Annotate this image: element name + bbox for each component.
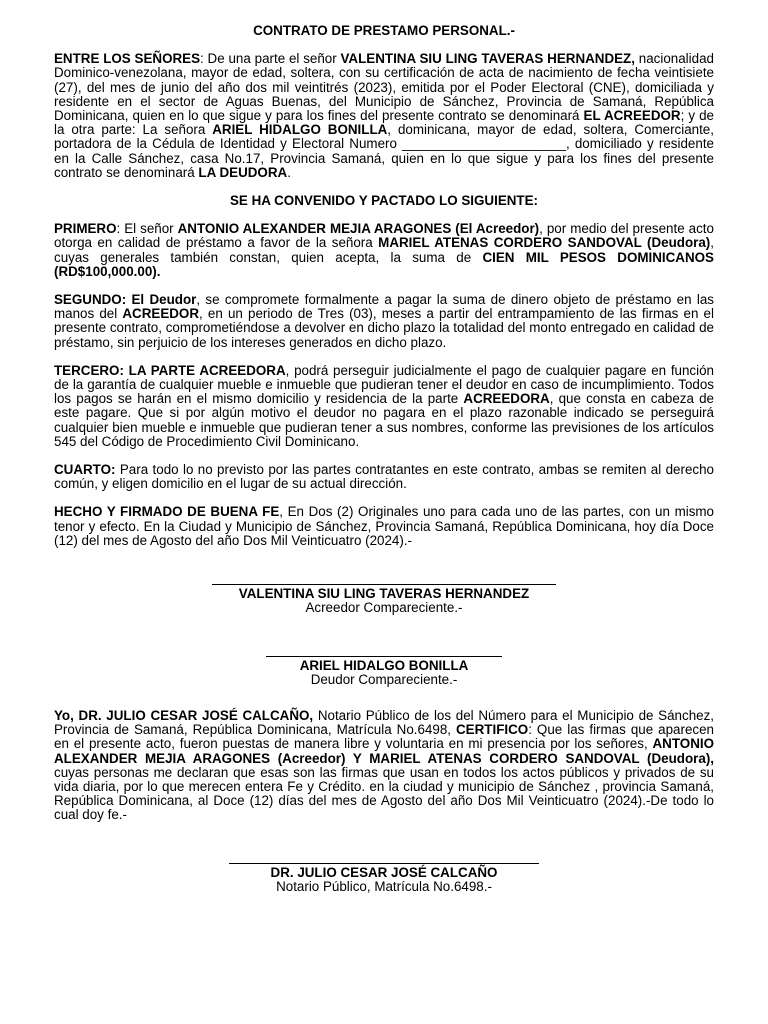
bold-run: PRIMERO <box>54 221 117 237</box>
signature-line <box>212 584 556 585</box>
signatory-name: ARIEL HIDALGO BONILLA <box>299 657 469 673</box>
text-run: : De una parte el señor <box>200 51 341 67</box>
signatory-name: DR. JULIO CESAR JOSÉ CALCAÑO <box>270 864 498 880</box>
signature-block-debtor <box>54 656 714 687</box>
bold-run: CIEN MIL PESOS DOMINICANOS (RD$100,000.00). <box>54 249 714 279</box>
bold-run: ENTRE LOS SEÑORES <box>54 51 201 67</box>
bold-run: HECHO Y FIRMADO DE BUENA FE <box>54 504 280 520</box>
text-run: , cuyas generales también constan, quien acepta, la suma de <box>54 235 714 265</box>
bold-run: CERTIFICO <box>456 722 529 738</box>
text-run: : Que las firmas que aparecen en el presente acto, fueron puestas de manera libre y voluntaria en mi presencia por los señores, <box>54 722 715 752</box>
clause-primero <box>54 222 714 279</box>
signature-line <box>266 656 502 657</box>
clause-tercero <box>54 364 714 449</box>
bold-run: SEGUNDO: El Deudor <box>54 292 197 308</box>
notary-certification <box>54 709 714 823</box>
signatory-name: VALENTINA SIU LING TAVERAS HERNANDEZ <box>238 586 530 602</box>
bold-run: ANTONIO ALEXANDER MEJIA ARAGONES (Acreedor) Y MARIEL ATENAS CORDERO SANDOVAL (Deudora), <box>54 736 714 766</box>
bold-run: LA DEUDORA <box>198 164 288 180</box>
bold-run: TERCERO: LA PARTE ACREEDORA <box>54 362 286 378</box>
signature-block-notary <box>54 863 714 894</box>
bold-run: EL ACREEDOR <box>583 108 681 124</box>
bold-run: MARIEL ATENAS CORDERO SANDOVAL (Deudora) <box>378 235 711 251</box>
text-run: ; y de la otra parte: La señora <box>54 108 714 138</box>
bold-run: ACREEDORA <box>463 391 550 407</box>
bold-run: Yo, DR. JULIO CESAR JOSÉ CALCAÑO, <box>54 707 314 723</box>
text-run: , por medio del presente acto otorga en calidad de préstamo a favor de la señora <box>54 221 714 251</box>
text-run: cuyas personas me declaran que esas son las firmas que usan en todos los actos públicos y privados de su vida diaria, por lo que merecen entera Fe y Crédito. en la ciudad y municipio de Sánchez , provincia Samaná, República Dominicana, al Doce (12) días del mes de Agosto del año Dos Mil Veinticuatro (2024).-De todo lo cual doy fe.- <box>54 764 714 823</box>
signatory-role: Notario Público, Matrícula No.6498.- <box>276 878 492 894</box>
bold-run: VALENTINA SIU LING TAVERAS HERNANDEZ, <box>340 51 635 67</box>
text-run: , se compromete formalmente a pagar la suma de dinero objeto de préstamo en las manos del <box>54 292 715 322</box>
parties-clause <box>54 52 714 180</box>
clause-cuarto <box>54 463 714 491</box>
bold-run: ANTONIO ALEXANDER MEJIA ARAGONES (El Acreedor) <box>177 221 540 237</box>
bold-run: ARIEL HIDALGO BONILLA <box>212 122 388 138</box>
clause-segundo <box>54 293 714 350</box>
text-run: . <box>287 164 291 180</box>
text-run: , podrá perseguir judicialmente el pago de cualquier pagare en función de la garantía de cualquier mueble e inmueble que pudieran tener el deudor en caso de incumplimiento. Todos los pagos se harán en el mismo domicilio y residencia de la parte <box>54 362 714 407</box>
text-run: , que consta en cabeza de este pagare. Que si por algún motivo el deudor no pagara en el plazo razonable indicado se perseguirá cualquier bien mueble e inmueble que pudieran tener a sus nombres, conforme las previsiones de los artículos 545 del Código de Procedimiento Civil Dominicano. <box>54 391 714 449</box>
agreement-heading: SE HA CONVENIDO Y PACTADO LO SIGUIENTE: <box>229 193 538 209</box>
signatory-role: Acreedor Compareciente.- <box>305 600 463 616</box>
document-title: CONTRATO DE PRESTAMO PERSONAL.- <box>253 23 515 38</box>
text-run: Para todo lo no previsto por las partes contratantes en este contrato, ambas se remiten al derecho común, y eligen domicilio en el lugar de su actual dirección. <box>54 462 714 492</box>
signatory-role: Deudor Compareciente.- <box>310 671 458 687</box>
signature-line <box>229 863 539 864</box>
text-run: Notario Público de los del Número para el Municipio de Sánchez, Provincia de Samaná, República Dominicana, Matrícula No.6498, <box>54 707 715 738</box>
bold-run: CUARTO: <box>54 462 116 478</box>
text-run: , En Dos (2) Originales uno para cada uno de las partes, con un mismo tenor y efecto. En la Ciudad y Municipio de Sánchez, Provincia Samaná, República Dominicana, hoy día Doce (12) del mes de Agosto del año Dos Mil Veinticuatro (2024).- <box>54 504 715 548</box>
text-run: : El señor <box>116 221 178 237</box>
closing-clause <box>54 505 714 548</box>
signature-block-creditor <box>54 584 714 615</box>
text-run: , dominicana, mayor de edad, soltera, Comerciante, portadora de la Cédula de Identidad y Electoral Numero ______________________, domiciliado y residente en la Calle Sánchez, casa No.17, Provincia Samaná, quien en lo que sigue y para los fines del presente contrato se denominará <box>54 122 714 180</box>
text-run: nacionalidad Dominico-venezolana, mayor de edad, soltera, con su certificación de acta de nacimiento de fecha veintisiete (27), del mes de junio del año dos mil veintitrés (2023), emitida por el Poder Electoral (CNE), domiciliada y residente en el sector de Aguas Buenas, del Municipio de Sánchez, Provincia de Samaná, República Dominicana, quien en lo que sigue y para los fines del presente contrato se denominará <box>54 51 714 124</box>
bold-run: ACREEDOR <box>122 306 200 322</box>
text-run: , en un periodo de Tres (03), meses a partir del entrampamiento de las firmas en el presente contrato, comprometiéndose a devolver en dicho plazo la totalidad del monto entregado en calidad de préstamo, sin perjuicio de los intereses generados en dicho plazo. <box>54 306 714 350</box>
